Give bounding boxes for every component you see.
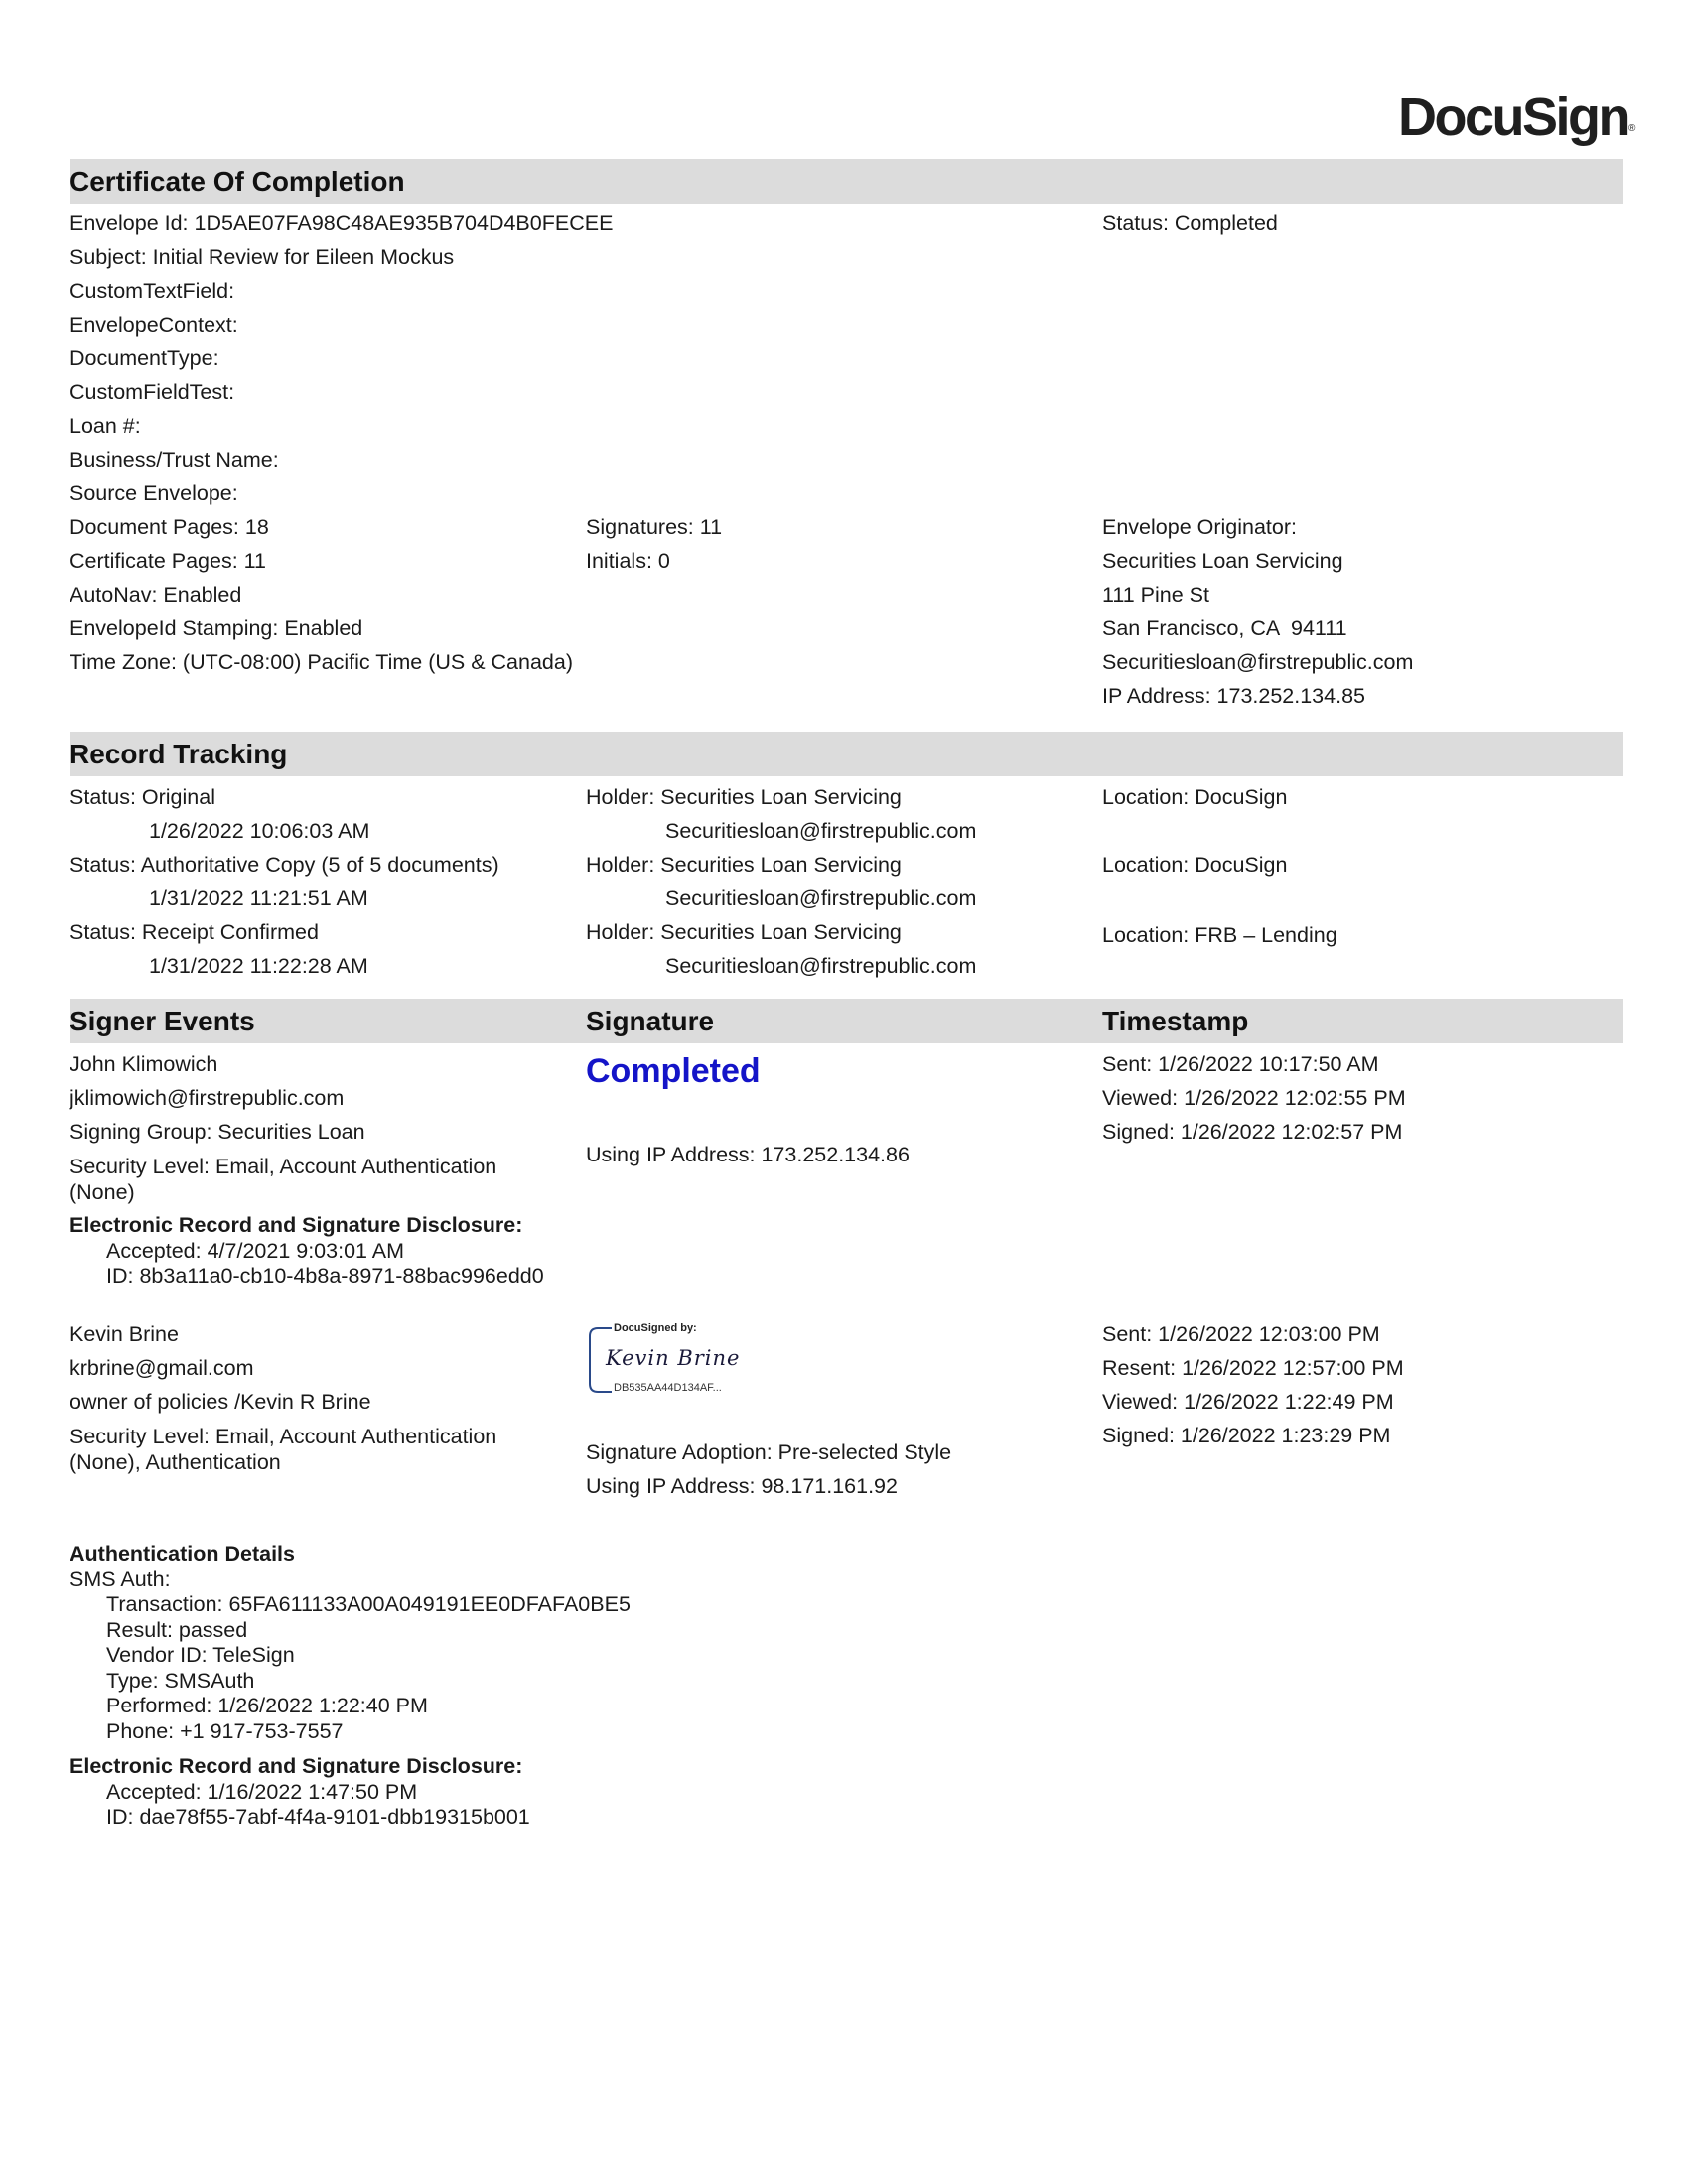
signer-2-details xyxy=(70,1317,371,1419)
envelope-id: Envelope Id: 1D5AE07FA98C48AE935B704D4B0FECEE xyxy=(70,211,614,235)
signer-1-disclosure xyxy=(70,1213,544,1290)
auth-type: Type: SMSAuth xyxy=(106,1668,255,1693)
custom-text-field: CustomTextField: xyxy=(70,279,235,303)
security-level: Security Level: Email, Account Authentication xyxy=(70,1155,497,1178)
security-level-cont: (None), Authentication xyxy=(70,1449,281,1474)
timestamp-signed: Signed: 1/26/2022 12:02:57 PM xyxy=(1102,1120,1403,1144)
timestamp-signed: Signed: 1/26/2022 1:23:29 PM xyxy=(1102,1424,1391,1447)
record-status: Status: Receipt Confirmed xyxy=(70,920,319,944)
signer-email: jklimowich@firstrepublic.com xyxy=(70,1086,345,1110)
signature-heading: Signature xyxy=(586,1006,715,1036)
originator-label: Envelope Originator: xyxy=(1102,515,1297,539)
record-holder: Holder: Securities Loan Servicing xyxy=(586,785,902,809)
auth-result: Result: passed xyxy=(106,1617,248,1642)
timestamp-sent: Sent: 1/26/2022 10:17:50 AM xyxy=(1102,1052,1379,1076)
record-status: Status: Original xyxy=(70,785,215,809)
record-location: Location: FRB – Lending xyxy=(1102,923,1337,947)
signer-role: owner of policies /Kevin R Brine xyxy=(70,1390,371,1414)
auth-phone: Phone: +1 917-753-7557 xyxy=(106,1718,344,1743)
certificate-heading: Certificate Of Completion xyxy=(70,166,405,197)
docusign-logo: DocuSign® xyxy=(1398,87,1636,147)
auth-transaction: Transaction: 65FA611133A00A049191EE0DFAFA0BE5 xyxy=(106,1592,631,1616)
signature-adoption: Signature Adoption: Pre-selected Style xyxy=(586,1440,952,1464)
initials-count: Initials: 0 xyxy=(586,549,670,573)
signer-events-header-bar xyxy=(70,999,1623,1043)
record-date: 1/26/2022 10:06:03 AM xyxy=(149,819,370,843)
record-date: 1/31/2022 11:22:28 AM xyxy=(149,954,368,978)
signer-1-ip: Using IP Address: 173.252.134.86 xyxy=(586,1143,910,1166)
record-date: 1/31/2022 11:21:51 AM xyxy=(149,887,368,910)
signer-2-timestamps xyxy=(1102,1317,1404,1452)
signer-1-security xyxy=(70,1155,496,1205)
time-zone: Time Zone: (UTC-08:00) Pacific Time (US & Canada) xyxy=(70,650,573,674)
originator-ip: IP Address: 173.252.134.85 xyxy=(1102,684,1365,708)
signing-group: Signing Group: Securities Loan xyxy=(70,1120,365,1144)
source-envelope: Source Envelope: xyxy=(70,481,238,505)
timestamp-heading: Timestamp xyxy=(1102,1006,1249,1036)
certificate-middle-column xyxy=(586,510,722,578)
signer-2-signature-info xyxy=(586,1435,951,1503)
signer-1-details xyxy=(70,1047,365,1149)
envelope-id-stamping: EnvelopeId Stamping: Enabled xyxy=(70,616,363,640)
autonav: AutoNav: Enabled xyxy=(70,583,242,607)
record-status-column xyxy=(70,780,499,983)
signer-1-timestamps xyxy=(1102,1047,1406,1149)
signer-email: krbrine@gmail.com xyxy=(70,1356,254,1380)
record-location: Location: DocuSign xyxy=(1102,785,1288,809)
record-tracking-header-bar xyxy=(70,732,1623,776)
handwritten-signature: Kevin Brine xyxy=(606,1346,741,1370)
timestamp-resent: Resent: 1/26/2022 12:57:00 PM xyxy=(1102,1356,1404,1380)
record-holder-email: Securitiesloan@firstrepublic.com xyxy=(665,819,977,843)
envelope-context: EnvelopeContext: xyxy=(70,313,238,337)
record-location: Location: DocuSign xyxy=(1102,853,1288,877)
certificate-status: Status: Completed xyxy=(1102,211,1278,235)
business-trust-name: Business/Trust Name: xyxy=(70,448,279,472)
security-level-cont: (None) xyxy=(70,1179,135,1204)
security-level: Security Level: Email, Account Authentication xyxy=(70,1425,497,1448)
document-pages: Document Pages: 18 xyxy=(70,515,269,539)
document-type: DocumentType: xyxy=(70,346,219,370)
subject: Subject: Initial Review for Eileen Mockus xyxy=(70,245,455,269)
envelope-originator xyxy=(1102,510,1413,713)
timestamp-viewed: Viewed: 1/26/2022 1:22:49 PM xyxy=(1102,1390,1394,1414)
certificate-pages: Certificate Pages: 11 xyxy=(70,549,266,573)
record-holder-email: Securitiesloan@firstrepublic.com xyxy=(665,954,977,978)
custom-field-test: CustomFieldTest: xyxy=(70,380,235,404)
signature-completed-text: Completed xyxy=(586,1052,761,1090)
signer-events-heading: Signer Events xyxy=(70,1006,255,1036)
signer-2-security xyxy=(70,1425,496,1475)
originator-city: San Francisco, CA 94111 xyxy=(1102,616,1347,640)
record-holder: Holder: Securities Loan Servicing xyxy=(586,920,902,944)
signer-name: John Klimowich xyxy=(70,1052,218,1076)
auth-performed: Performed: 1/26/2022 1:22:40 PM xyxy=(106,1694,428,1717)
auth-vendor: Vendor ID: TeleSign xyxy=(106,1643,295,1667)
signatures-count: Signatures: 11 xyxy=(586,515,723,539)
disclosure-accepted: Accepted: 1/16/2022 1:47:50 PM xyxy=(106,1779,418,1804)
docusigned-signature-stamp xyxy=(586,1322,765,1400)
timestamp-sent: Sent: 1/26/2022 12:03:00 PM xyxy=(1102,1322,1380,1346)
originator-name: Securities Loan Servicing xyxy=(1102,549,1343,573)
originator-email: Securitiesloan@firstrepublic.com xyxy=(1102,650,1414,674)
auth-title: Authentication Details xyxy=(70,1542,295,1566)
certificate-header-bar xyxy=(70,159,1623,204)
signer-name: Kevin Brine xyxy=(70,1322,179,1346)
disclosure-id: ID: dae78f55-7abf-4f4a-9101-dbb19315b001 xyxy=(106,1805,530,1829)
certificate-left-column xyxy=(70,206,613,679)
signer-2-ip: Using IP Address: 98.171.161.92 xyxy=(586,1474,898,1498)
record-status: Status: Authoritative Copy (5 of 5 documents) xyxy=(70,853,499,877)
record-holder-column xyxy=(586,780,976,983)
record-tracking-heading: Record Tracking xyxy=(70,739,288,769)
disclosure-title: Electronic Record and Signature Disclosure: xyxy=(70,1213,523,1237)
timestamp-viewed: Viewed: 1/26/2022 12:02:55 PM xyxy=(1102,1086,1406,1110)
loan-number: Loan #: xyxy=(70,414,141,438)
disclosure-title: Electronic Record and Signature Disclosure: xyxy=(70,1754,523,1778)
record-holder-email: Securitiesloan@firstrepublic.com xyxy=(665,887,977,910)
stamp-hash: DB535AA44D134AF... xyxy=(614,1382,722,1394)
originator-street: 111 Pine St xyxy=(1102,583,1209,607)
record-holder: Holder: Securities Loan Servicing xyxy=(586,853,902,877)
disclosure-id: ID: 8b3a11a0-cb10-4b8a-8971-88bac996edd0 xyxy=(106,1264,544,1288)
signer-2-disclosure xyxy=(70,1754,530,1831)
authentication-details xyxy=(70,1542,631,1744)
auth-method: SMS Auth: xyxy=(70,1567,171,1591)
stamp-label: DocuSigned by: xyxy=(614,1322,697,1334)
disclosure-accepted: Accepted: 4/7/2021 9:03:01 AM xyxy=(106,1238,405,1263)
